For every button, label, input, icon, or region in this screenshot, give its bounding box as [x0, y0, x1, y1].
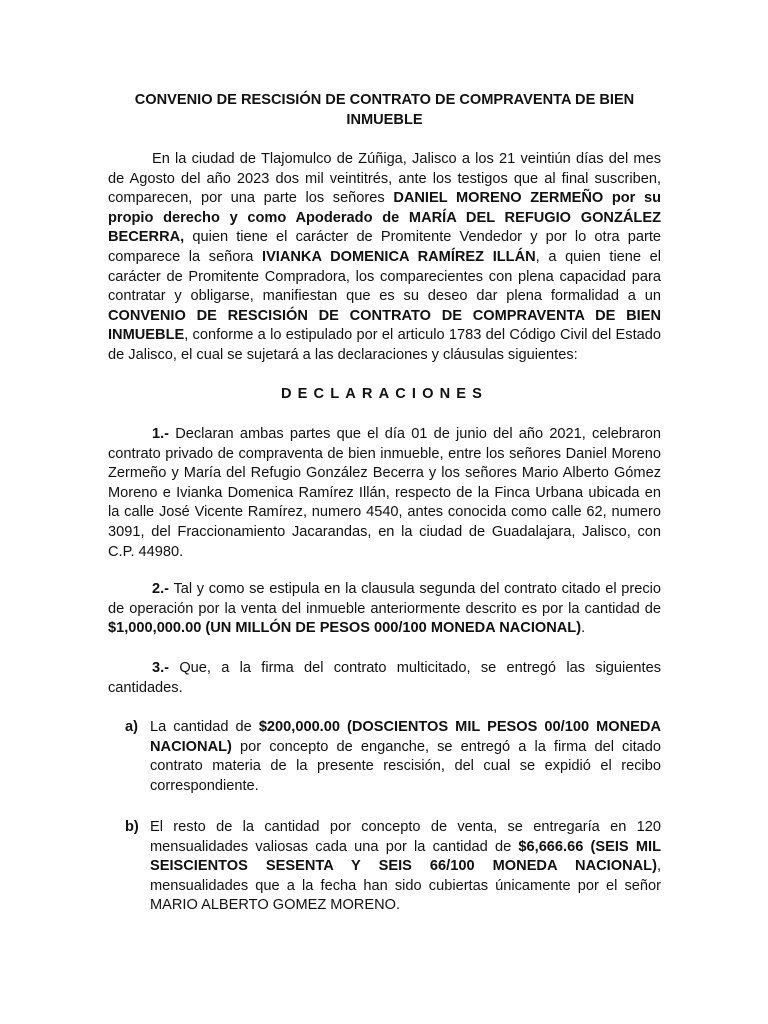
item-a-amount: $200,000.00 (DOSCIENTOS MIL PESOS 00/100 MONEDA NACIONAL) — [150, 719, 661, 755]
list-item-b-text — [150, 818, 661, 916]
declaration-2-text-2: . — [581, 620, 586, 637]
list-item-b — [125, 818, 661, 916]
intro-text-4: , conforme a lo estipulado por el articulo 1783 del Código Civil del Estado de Jalisco, el cual se sujetará a las declaraciones y cláusulas siguientes: — [108, 327, 661, 363]
declaration-3-text: Que, a la firma del contrato multicitado, se entregó las siguientes cantidades. — [108, 660, 661, 696]
item-b-amount: $6,666.66 (SEIS MIL SEISCIENTOS SESENTA Y SEIS 66/100 MONEDA NACIONAL) — [150, 838, 661, 875]
item-b-text-1: El resto de la cantidad por concepto de venta, se entregaría en 120 mensualidades valiosas cada una por la cantidad de — [150, 819, 661, 855]
intro-bold-2: IVIANKA DOMENICA RAMÍREZ ILLÁN — [262, 248, 536, 265]
declaration-1-number: 1.- — [152, 426, 170, 442]
title-line-2: INMUEBLE — [346, 111, 423, 128]
list-item-a-text — [150, 718, 661, 796]
item-a-text-2: por concepto de enganche, se entregó a la firma del citado contrato materia de la presente rescisión, del cual se expidió el recibo correspondiente. — [150, 738, 661, 794]
intro-paragraph — [108, 150, 661, 366]
declaration-3-number: 3.- — [152, 660, 170, 676]
list-item-a-label: a) — [125, 719, 138, 735]
declaration-2-amount: $1,000,000.00 (UN MILLÓN DE PESOS 000/100 MONEDA NACIONAL) — [108, 620, 582, 637]
list-item-a — [125, 718, 661, 796]
declaration-2-number: 2.- — [152, 581, 170, 597]
declaraciones-heading: DECLARACIONES — [280, 386, 488, 402]
declaration-2-text-1: Tal y como se estipula en la clausula segunda del contrato citado el precio de operación por la venta del inmueble anteriormente descrito es por la cantidad de — [108, 581, 661, 617]
declaration-3 — [108, 659, 661, 698]
intro-text-2: quien tiene el carácter de Promitente Vendedor y por lo otra parte comparece la señora — [108, 229, 661, 265]
intro-bold-1: DANIEL MORENO ZERMEÑO por su propio derecho y como Apoderado de MARÍA DEL REFUGIO GONZÁLEZ BECERRA, — [108, 190, 661, 246]
list-item-b-label: b) — [125, 819, 139, 835]
title-line-1: CONVENIO DE RESCISIÓN DE CONTRATO DE COMPRAVENTA DE BIEN — [134, 92, 635, 108]
item-b-text-2: , mensualidades que a la fecha han sido cubiertas únicamente por el señor MARIO ALBERTO GOMEZ MORENO. — [150, 858, 661, 914]
declaration-1 — [108, 425, 661, 562]
item-a-text-1: La cantidad de — [150, 719, 259, 735]
intro-bold-3: CONVENIO DE RESCISIÓN DE CONTRATO DE COMPRAVENTA DE BIEN INMUEBLE — [108, 307, 661, 344]
intro-text-3: , a quien tiene el carácter de Promitente Compradora, los comparecientes con plena capacidad para contratar y obligarse, manifiestan que es su deseo dar plena formalidad a un — [108, 248, 661, 305]
declaration-2 — [108, 580, 661, 639]
intro-text-1: En la ciudad de Tlajomulco de Zúñiga, Jalisco a los 21 veintiún días del mes de Agosto del año 2023 dos mil veintitrés, ante los testigos que al final suscriben, comparecen, por una parte los señores — [108, 151, 661, 207]
document-title — [108, 91, 661, 130]
declaration-1-text: Declaran ambas partes que el día 01 de junio del año 2021, celebraron contrato privado de compraventa de bien inmueble, entre los señores Daniel Moreno Zermeño y María del Refugio González Becerra y los señores Mario Alberto Gómez Moreno e Ivianka Domenica Ramírez Illán, respecto de la Finca Urbana ubicada en la calle José Vicente Ramírez, numero 4540, antes conocida como calle 62, numero 3091, del Fraccionamiento Jacarandas, en la ciudad de Guadalajara, Jalisco, con C.P. 44980. — [108, 426, 661, 560]
